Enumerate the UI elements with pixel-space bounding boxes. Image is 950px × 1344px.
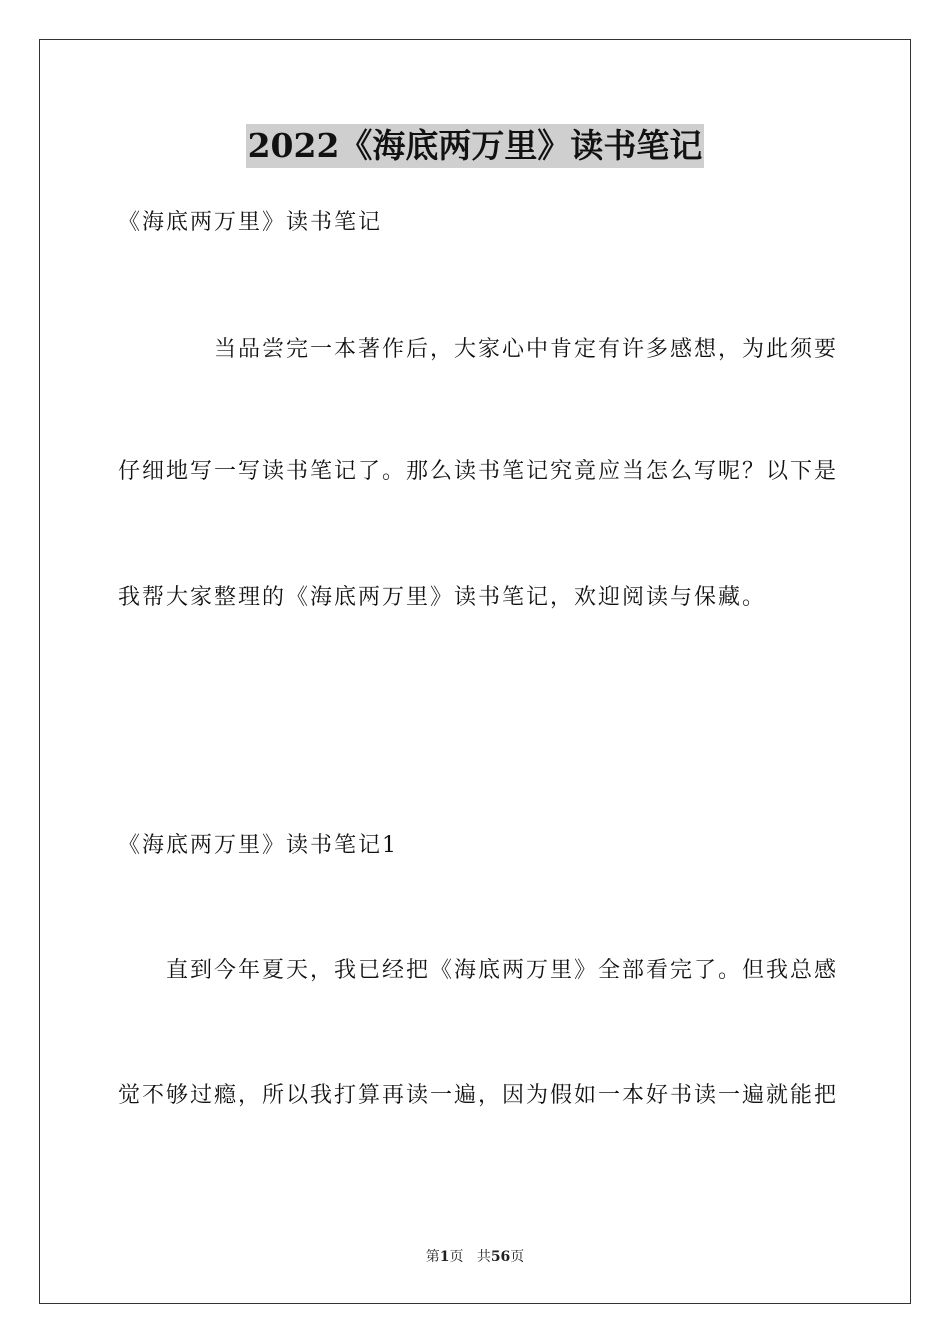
footer-prefix: 第 (425, 1249, 440, 1265)
footer-page-suffix: 页 (449, 1249, 464, 1265)
intro-line-2: 仔细地写一写读书笔记了。那么读书笔记究竟应当怎么写呢？以下是 (118, 459, 839, 484)
intro-line-1: 当品尝完一本著作后，大家心中肯定有许多感想，为此须要 (214, 337, 839, 362)
page-footer (0, 1247, 950, 1267)
footer-page-number: 1 (439, 1249, 450, 1265)
section-line-1: 直到今年夏天，我已经把《海底两万里》全部看完了。但我总感 (166, 958, 839, 983)
intro-line-3: 我帮大家整理的《海底两万里》读书笔记，欢迎阅读与保藏。 (118, 585, 767, 610)
document-title: 2022《海底两万里》读书笔记 (246, 124, 705, 168)
document-subtitle: 《海底两万里》读书笔记 (118, 210, 383, 235)
title-container (0, 124, 950, 168)
footer-total-pages: 56 (490, 1249, 511, 1265)
section-heading: 《海底两万里》读书笔记1 (118, 833, 398, 858)
footer-total-suffix: 页 (510, 1249, 525, 1265)
footer-total-prefix: 共 (476, 1249, 491, 1265)
section-line-2: 觉不够过瘾，所以我打算再读一遍，因为假如一本好书读一遍就能把 (118, 1083, 839, 1108)
